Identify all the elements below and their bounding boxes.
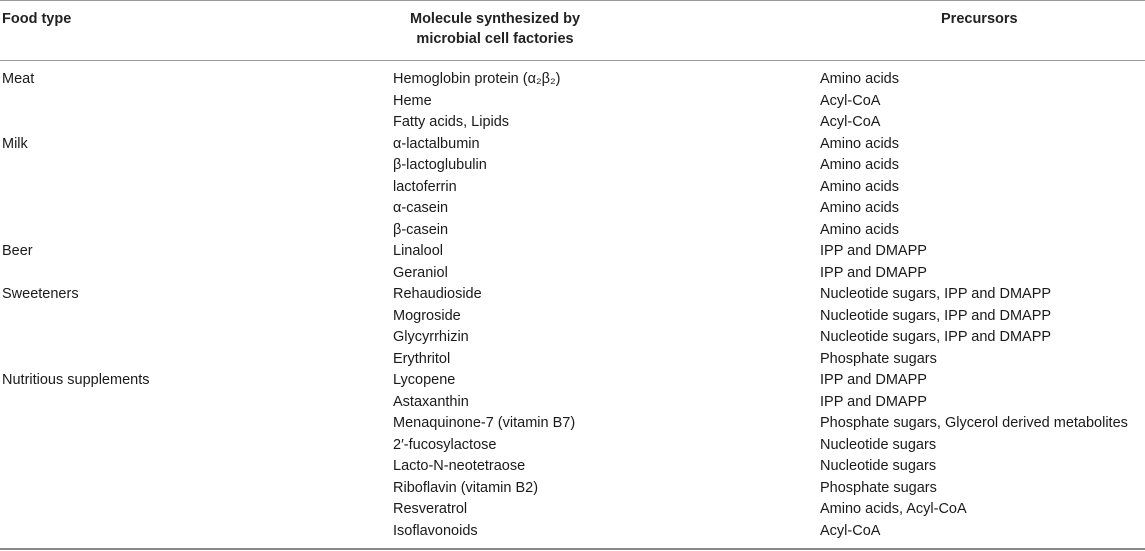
- cell-molecule: Rehaudioside: [393, 286, 482, 302]
- cell-molecule: Geraniol: [393, 264, 448, 281]
- cell-molecule: β-casein: [393, 221, 449, 238]
- table-row: [0, 349, 1145, 371]
- cell-precursors: Nucleotide sugars, IPP and DMAPP: [820, 307, 1052, 324]
- cell-food-type: Sweeteners: [2, 286, 79, 302]
- cell-precursors: Nucleotide sugars: [820, 458, 937, 474]
- table-row: [0, 370, 1145, 392]
- cell-precursors: Amino acids: [820, 135, 899, 152]
- bottom-rule: [0, 548, 1145, 550]
- cell-precursors: Acyl-CoA: [820, 92, 881, 109]
- table-row: [0, 241, 1145, 263]
- table-row: [0, 284, 1145, 306]
- table-row: [0, 521, 1145, 543]
- cell-molecule: Hemoglobin protein (α₂β₂): [393, 71, 561, 87]
- cell-precursors: Amino acids, Acyl-CoA: [820, 501, 967, 517]
- cell-precursors: Nucleotide sugars, IPP and DMAPP: [820, 286, 1052, 302]
- table-row: [0, 220, 1145, 242]
- table-row: [0, 177, 1145, 199]
- cell-precursors: Amino acids: [820, 221, 899, 238]
- cell-molecule: Linalool: [393, 243, 443, 259]
- table-row: [0, 69, 1145, 91]
- cell-food-type: Meat: [2, 71, 35, 87]
- table-row: [0, 413, 1145, 435]
- table-row: [0, 112, 1145, 134]
- cell-molecule: α-casein: [393, 200, 449, 216]
- table-row: [0, 91, 1145, 113]
- cell-molecule: Resveratrol: [393, 501, 468, 517]
- cell-molecule: Lacto-N-neotetraose: [393, 458, 526, 474]
- cell-precursors: Phosphate sugars: [820, 350, 937, 367]
- header-precursors: Precursors: [941, 11, 1018, 27]
- table-row: [0, 263, 1145, 285]
- cell-molecule: Isoflavonoids: [393, 522, 478, 539]
- table-row: [0, 392, 1145, 414]
- header-molecule-line2: microbial cell factories: [416, 31, 574, 47]
- cell-precursors: Phosphate sugars, Glycerol derived metabolites: [820, 415, 1128, 431]
- table-row: [0, 306, 1145, 328]
- cell-molecule: Glycyrrhizin: [393, 329, 469, 345]
- cell-precursors: Amino acids: [820, 157, 899, 173]
- cell-molecule: Astaxanthin: [393, 393, 469, 410]
- cell-food-type: Milk: [2, 135, 28, 152]
- cell-precursors: Phosphate sugars: [820, 479, 937, 496]
- cell-precursors: IPP and DMAPP: [820, 372, 927, 388]
- cell-precursors: Amino acids: [820, 71, 899, 87]
- cell-food-type: Beer: [2, 243, 33, 259]
- table-row: [0, 435, 1145, 457]
- cell-precursors: Nucleotide sugars: [820, 436, 937, 453]
- table-row: [0, 198, 1145, 220]
- cell-precursors: IPP and DMAPP: [820, 393, 927, 410]
- cell-molecule: Mogroside: [393, 307, 461, 324]
- cell-molecule: Menaquinone-7 (vitamin B7): [393, 415, 576, 431]
- cell-precursors: Acyl-CoA: [820, 522, 881, 539]
- cell-precursors: Amino acids: [820, 178, 899, 195]
- header-food-type: Food type: [2, 11, 72, 27]
- cell-molecule: α-lactalbumin: [393, 135, 480, 152]
- cell-molecule: Heme: [393, 92, 432, 109]
- table-row: [0, 327, 1145, 349]
- cell-precursors: IPP and DMAPP: [820, 264, 927, 281]
- cell-molecule: Lycopene: [393, 372, 456, 388]
- cell-molecule: lactoferrin: [393, 178, 457, 195]
- cell-molecule: 2′-fucosylactose: [393, 436, 497, 453]
- cell-molecule: Erythritol: [393, 350, 451, 367]
- cell-precursors: Amino acids: [820, 200, 899, 216]
- header-molecule-line1: Molecule synthesized by: [409, 11, 581, 27]
- table-row: [0, 478, 1145, 500]
- header-molecule: [395, 9, 595, 49]
- cell-molecule: β-lactoglubulin: [393, 157, 487, 173]
- table-row: [0, 456, 1145, 478]
- cell-molecule: Fatty acids, Lipids: [393, 114, 510, 130]
- cell-precursors: Acyl-CoA: [820, 114, 881, 130]
- cell-molecule: Riboflavin (vitamin B2): [393, 479, 539, 496]
- table-row: [0, 134, 1145, 156]
- table-body: [0, 69, 1145, 542]
- header-rule: [0, 60, 1145, 61]
- table-row: [0, 499, 1145, 521]
- cell-food-type: Nutritious supplements: [2, 372, 150, 388]
- table-row: [0, 155, 1145, 177]
- top-rule: [0, 0, 1145, 1]
- cell-precursors: Nucleotide sugars, IPP and DMAPP: [820, 329, 1052, 345]
- cell-precursors: IPP and DMAPP: [820, 243, 927, 259]
